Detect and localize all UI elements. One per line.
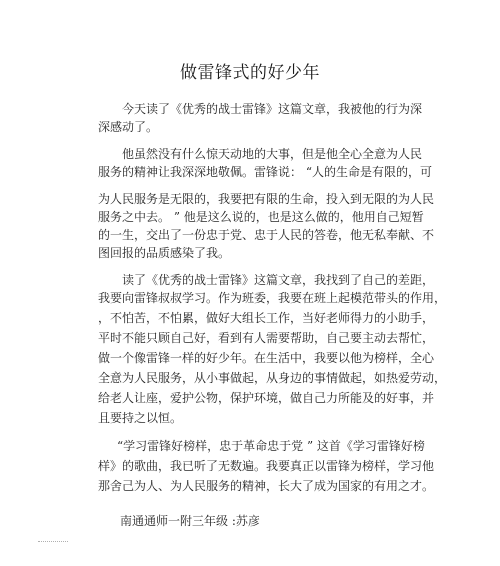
paragraph-4-line-2: 样》的歌曲，我已听了无数遍。我要真正以雷锋为榜样，学习他	[98, 459, 435, 473]
paragraph-2-line-4: 服务之中去。 ” 他是这么说的，也是这么做的，他用自己短暂	[98, 210, 424, 224]
paragraph-2-line-6: 图回报的品质感染了我。	[98, 246, 231, 260]
document-title: 做雷锋式的好少年	[180, 63, 320, 83]
paragraph-2-line-2: 服务的精神让我深深地敬佩。雷锋说： “人的生命是有限的，可	[98, 165, 432, 179]
paragraph-1-line-1: 今天读了《优秀的战士雷锋》这篇文章，我被他的行为深	[122, 102, 423, 116]
author-signature: 南通通师一附三年级 :苏彦	[120, 514, 260, 528]
paragraph-2-line-3: 为人民服务是无限的，我要把有限的生命，投入到无限的为人民	[98, 192, 435, 206]
paragraph-3-line-2: 我要向雷锋叔叔学习。作为班委，我要在班上起模范带头的作用，	[98, 291, 447, 305]
paragraph-4-line-1: “学习雷锋好榜样，忠于革命忠于党 ” 这首《学习雷锋好榜	[117, 439, 425, 453]
paragraph-2-line-1: 他虽然没有什么惊天动地的大事，但是他全心全意为人民	[122, 147, 423, 161]
paragraph-3-line-3: ，不怕苦，不怕累，做好大组长工作，当好老师得力的小助手，	[98, 311, 435, 325]
paragraph-3-line-1: 读了《优秀的战士雷锋》这篇文章，我找到了自己的差距，	[122, 273, 435, 287]
paragraph-3-line-6: 全意为人民服务，从小事做起，从身边的事情做起，如热爱劳动，	[98, 371, 447, 385]
paragraph-3-line-4: 平时不能只顾自己好，看到有人需要帮助，自己要主动去帮忙，	[98, 331, 435, 345]
paragraph-3-line-7: 给老人让座，爱护公物，保护环境，做自己力所能及的好事，并	[98, 391, 435, 405]
paragraph-1-line-2: 深感动了。	[98, 120, 159, 134]
paragraph-3-line-8: 且要持之以恒。	[98, 411, 183, 425]
paragraph-3-line-5: 做一个像雷锋一样的好少年。在生活中，我要以他为榜样，全心	[98, 351, 435, 365]
scan-artifact	[38, 541, 68, 543]
paragraph-4-line-3: 那舍己为人、为人民服务的精神，长大了成为国家的有用之才。	[98, 479, 435, 493]
paragraph-2-line-5: 的一生，交出了一份忠于党、忠于人民的答卷，他无私奉献、不	[98, 228, 435, 242]
